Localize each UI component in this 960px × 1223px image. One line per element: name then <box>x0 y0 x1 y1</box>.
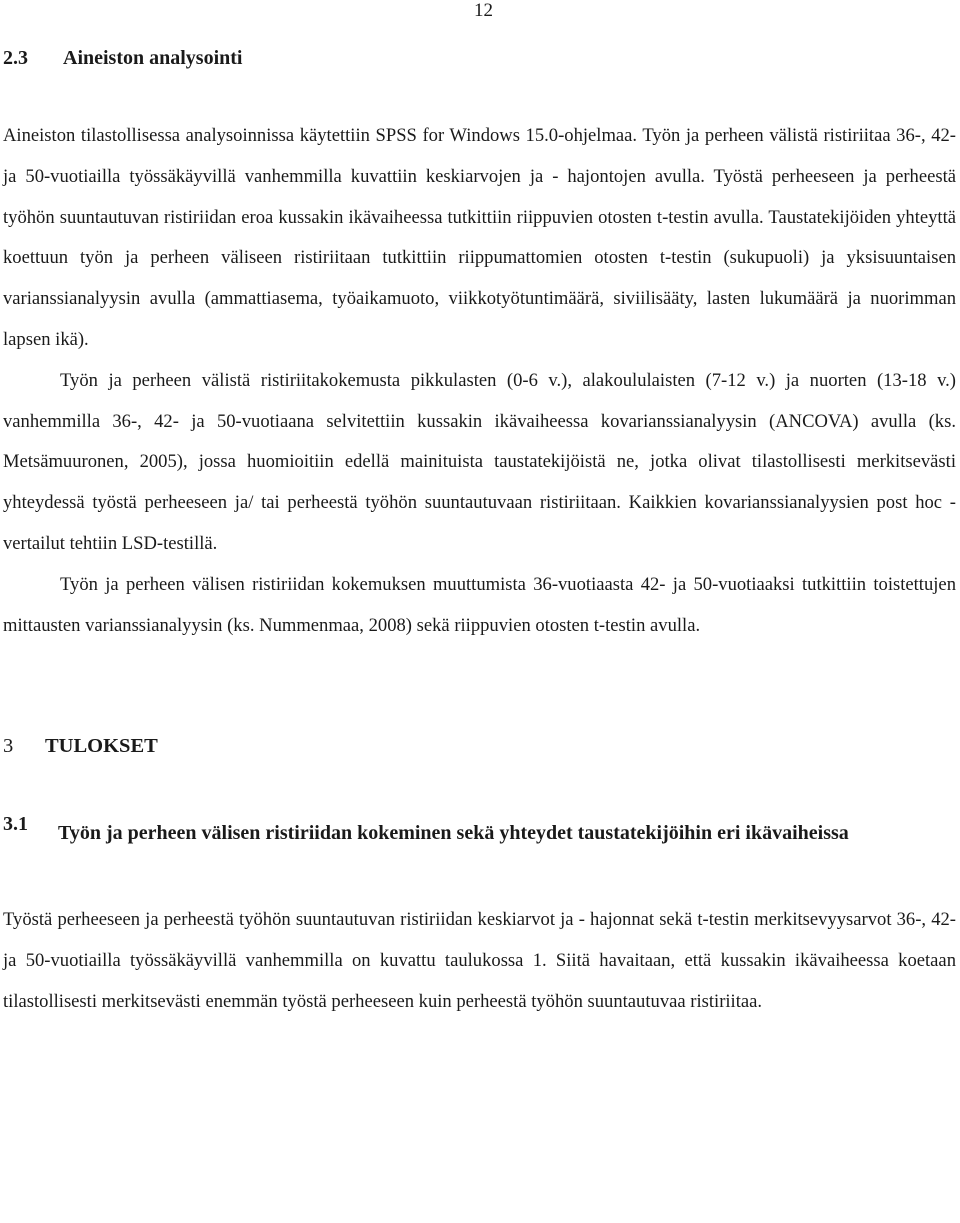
paragraph-analysis-methods: Aineiston tilastollisessa analysoinnissa käytettiin SPSS for Windows 15.0-ohjelmaa. Työn ja perheen välistä ristiriitaa 36-, 42- ja 50-vuotiailla työssäkäyvillä vanhemmilla kuvattiin keskiarvojen ja - hajontojen avulla. Työstä perheeseen ja perheestä työhön suuntautuvan ristiriidan eroa kussakin ikävaiheessa tutkittiin riippuvien otosten t-testin avulla. Taustatekijöiden yhteyttä koettuun työn ja perheen väliseen ristiriitaan tutkittiin riippumattomien otosten t-testin (sukupuoli) ja yksisuuntaisen varianssianalyysin avulla (ammattiasema, työaikamuoto, viikkotyötuntimäärä, siviilisääty, lasten lukumäärä ja nuorimman lapsen ikä). <box>3 125 956 350</box>
section-number: 3.1 <box>3 813 28 836</box>
document-body <box>3 44 956 1023</box>
section-heading-3 <box>3 732 956 760</box>
section-heading-2-3 <box>3 44 956 72</box>
page-number: 12 <box>474 0 493 21</box>
paragraph-results: Työstä perheeseen ja perheestä työhön suuntautuvan ristiriidan keskiarvot ja - hajonnat sekä t-testin merkitsevyysarvot 36-, 42- ja 50-vuotiailla työssäkäyvillä vanhemmilla on kuvattu taulukossa 1. Siitä havaitaan, että kussakin ikävaiheessa koetaan tilastollisesti merkitsevästi enemmän työstä perheeseen kuin perheestä työhön suuntautuvaa ristiriitaa. <box>3 909 956 1012</box>
paragraph-ancova: Työn ja perheen välistä ristiriitakokemusta pikkulasten (0-6 v.), alakoululaisten (7-12 v.) ja nuorten (13-18 v.) vanhemmilla 36-, 42- ja 50-vuotiaana selvitettiin kussakin ikävaiheessa kovarianssianalyysin (ANCOVA) avulla (ks. Metsämuuronen, 2005), jossa huomioitiin edellä mainituista taustatekijöistä ne, jotka olivat tilastollisesti merkitsevästi yhteydessä työstä perheeseen ja/ tai perheestä työhön suuntautuvaan ristiriitaan. Kaikkien kovarianssianalyysien post hoc - vertailut tehtiin LSD-testillä. <box>3 369 956 554</box>
section-number: 3 <box>3 735 14 758</box>
section-title: Aineiston analysointi <box>63 47 243 69</box>
paragraph-repeated-measures: Työn ja perheen välisen ristiriidan kokemuksen muuttumista 36-vuotiaasta 42- ja 50-vuotiaaksi tutkittiin toistettujen mittausten varianssianalyysin (ks. Nummenmaa, 2008) sekä riippuvien otosten t-testin avulla. <box>3 573 956 636</box>
section-title: Työn ja perheen välisen ristiriidan kokeminen sekä yhteydet taustatekijöihin eri ikävaiheissa <box>58 822 849 845</box>
section-heading-3-1 <box>3 810 956 856</box>
section-number: 2.3 <box>3 47 28 69</box>
section-title: TULOKSET <box>45 735 158 758</box>
